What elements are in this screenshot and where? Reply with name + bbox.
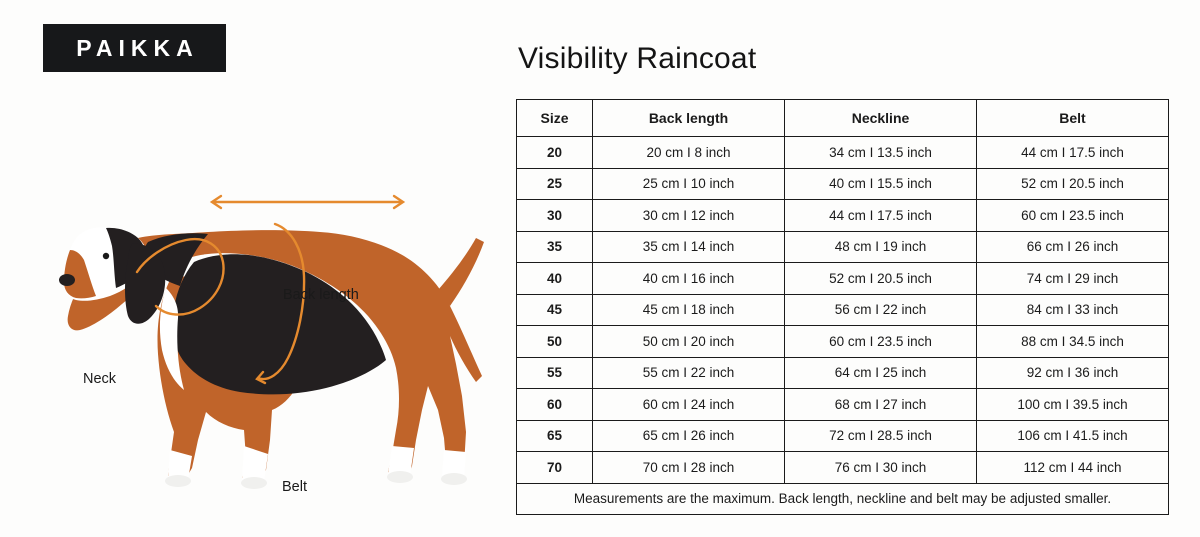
cell-back-length: 30 cm I 12 inch [593,200,785,232]
table-row [517,137,1169,169]
annotation-belt: Belt [282,479,307,495]
cell-size: 70 [517,452,593,484]
size-table-panel [500,0,1200,537]
cell-belt: 84 cm I 33 inch [977,294,1169,326]
cell-neckline: 72 cm I 28.5 inch [785,420,977,452]
dog-side-view-icon [20,110,500,510]
dog-illustration [20,110,500,510]
cell-back-length: 25 cm I 10 inch [593,168,785,200]
cell-size: 35 [517,231,593,263]
table-row [517,420,1169,452]
cell-belt: 52 cm I 20.5 inch [977,168,1169,200]
brand-logo-text: PAIKKA [76,34,199,61]
table-row [517,231,1169,263]
table-row [517,168,1169,200]
column-header-size: Size [517,100,593,137]
cell-belt: 60 cm I 23.5 inch [977,200,1169,232]
cell-belt: 44 cm I 17.5 inch [977,137,1169,169]
cell-back-length: 35 cm I 14 inch [593,231,785,263]
cell-back-length: 20 cm I 8 inch [593,137,785,169]
annotation-neck: Neck [83,371,117,387]
cell-size: 50 [517,326,593,358]
cell-size: 55 [517,357,593,389]
cell-neckline: 64 cm I 25 inch [785,357,977,389]
cell-neckline: 34 cm I 13.5 inch [785,137,977,169]
table-row [517,263,1169,295]
cell-belt: 106 cm I 41.5 inch [977,420,1169,452]
page-title: Visibility Raincoat [518,42,757,75]
table-header [517,100,1169,137]
table-row [517,452,1169,484]
cell-back-length: 50 cm I 20 inch [593,326,785,358]
cell-neckline: 40 cm I 15.5 inch [785,168,977,200]
brand-logo [43,24,226,72]
illustration-panel [0,0,500,537]
cell-neckline: 44 cm I 17.5 inch [785,200,977,232]
cell-neckline: 52 cm I 20.5 inch [785,263,977,295]
cell-size: 30 [517,200,593,232]
cell-neckline: 76 cm I 30 inch [785,452,977,484]
size-chart-table [516,99,1169,515]
column-header-belt: Belt [977,100,1169,137]
cell-back-length: 55 cm I 22 inch [593,357,785,389]
cell-size: 60 [517,389,593,421]
cell-back-length: 60 cm I 24 inch [593,389,785,421]
cell-neckline: 60 cm I 23.5 inch [785,326,977,358]
cell-belt: 112 cm I 44 inch [977,452,1169,484]
table-row [517,200,1169,232]
table-footnote: Measurements are the maximum. Back length, neckline and belt may be adjusted smaller. [517,483,1169,515]
cell-neckline: 56 cm I 22 inch [785,294,977,326]
annotation-back-length: Back length [283,287,359,303]
cell-back-length: 40 cm I 16 inch [593,263,785,295]
table-header-row [517,100,1169,137]
column-header-back: Back length [593,100,785,137]
cell-size: 20 [517,137,593,169]
table-body [517,137,1169,515]
cell-neckline: 48 cm I 19 inch [785,231,977,263]
cell-belt: 92 cm I 36 inch [977,357,1169,389]
cell-back-length: 70 cm I 28 inch [593,452,785,484]
cell-size: 25 [517,168,593,200]
table-row [517,294,1169,326]
cell-belt: 100 cm I 39.5 inch [977,389,1169,421]
cell-back-length: 45 cm I 18 inch [593,294,785,326]
cell-belt: 74 cm I 29 inch [977,263,1169,295]
table-row [517,357,1169,389]
table-row [517,389,1169,421]
cell-neckline: 68 cm I 27 inch [785,389,977,421]
cell-belt: 66 cm I 26 inch [977,231,1169,263]
cell-size: 45 [517,294,593,326]
table-footnote-row [517,483,1169,515]
cell-size: 65 [517,420,593,452]
table-row [517,326,1169,358]
column-header-neckline: Neckline [785,100,977,137]
cell-belt: 88 cm I 34.5 inch [977,326,1169,358]
cell-size: 40 [517,263,593,295]
cell-back-length: 65 cm I 26 inch [593,420,785,452]
